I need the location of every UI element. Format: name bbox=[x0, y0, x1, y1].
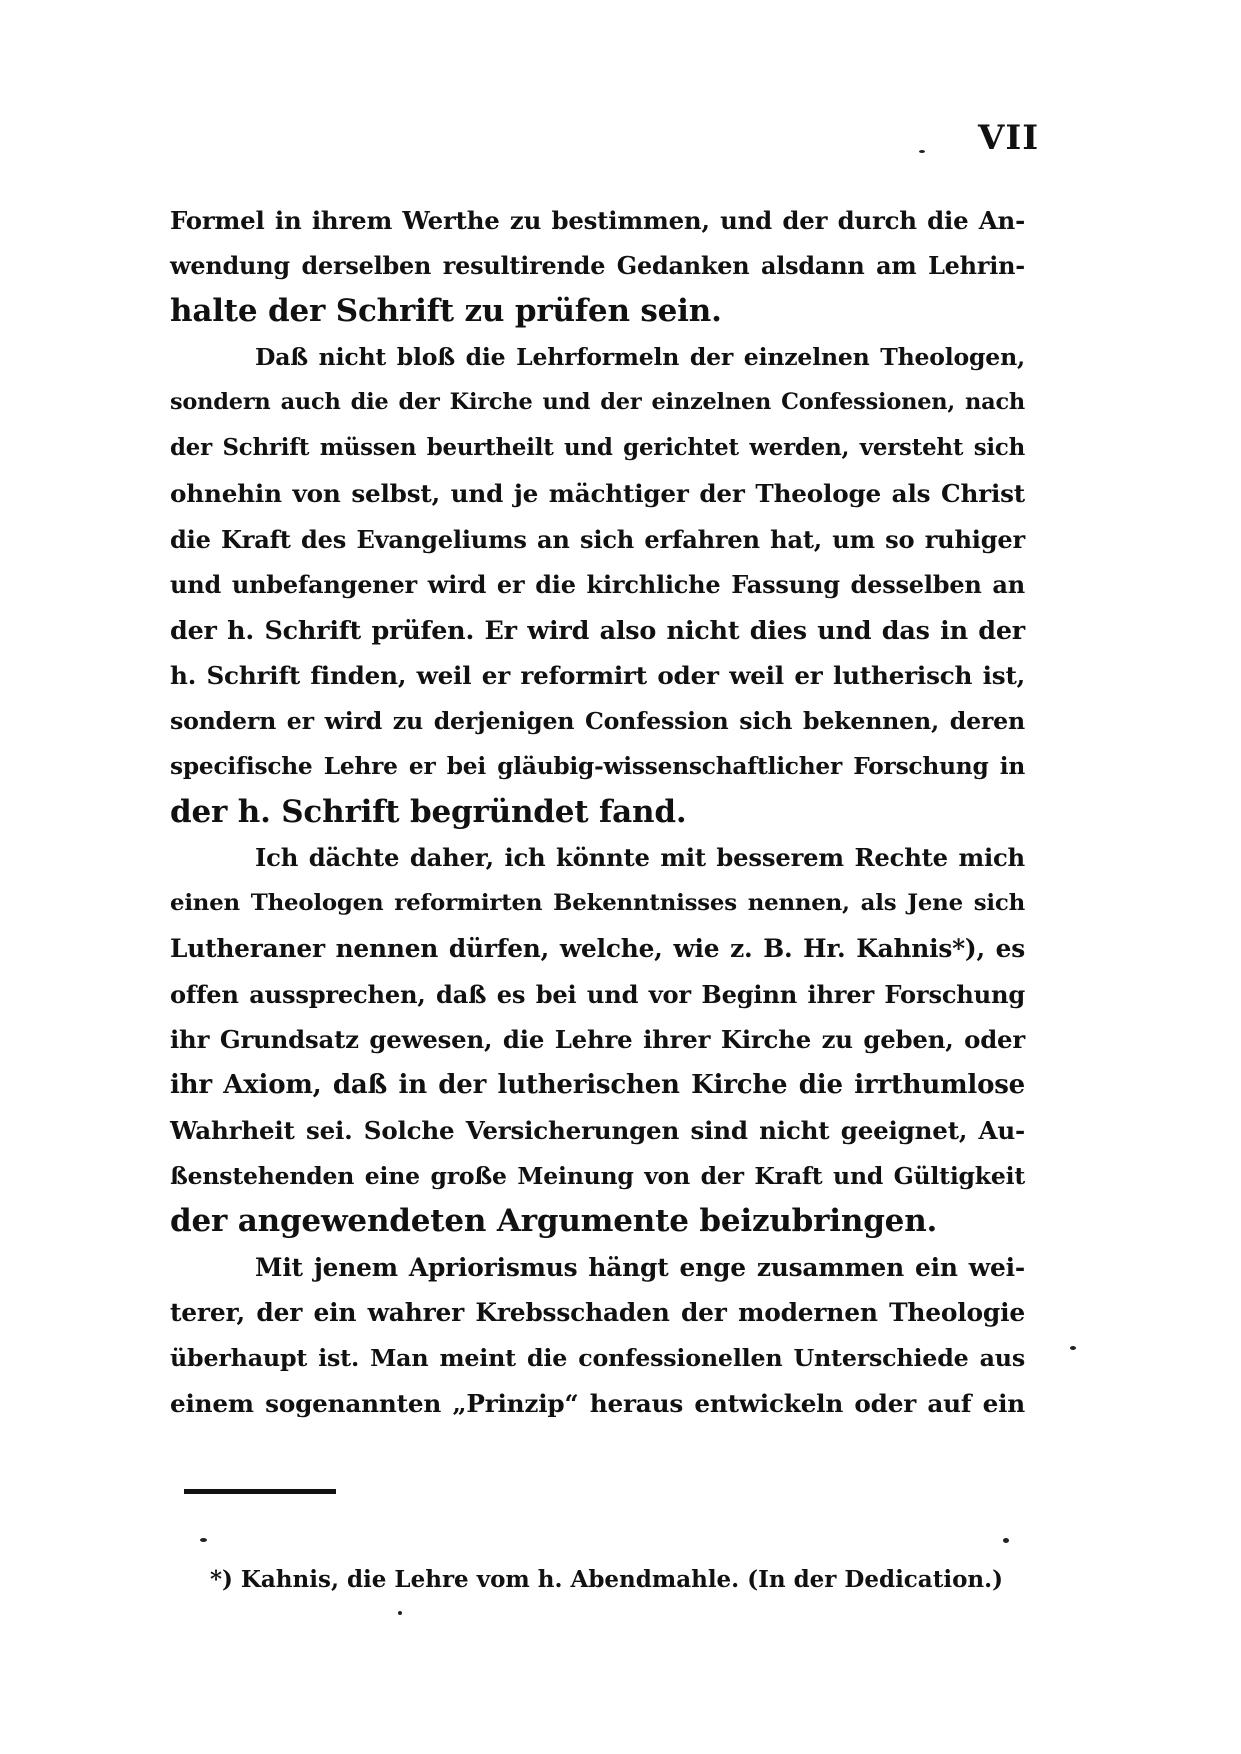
print-speck bbox=[398, 1611, 402, 1615]
text-line: Mit jenem Apriorismus hängt enge zusammen ein wei- bbox=[255, 1252, 1025, 1282]
text-line: Formel in ihrem Werthe zu bestimmen, und der durch die An- bbox=[170, 206, 1025, 235]
text-line: die Kraft des Evangeliums an sich erfahren hat, um so ruhiger bbox=[170, 524, 1025, 554]
text-line: sondern er wird zu derjenigen Confession sich bekennen, deren bbox=[170, 706, 1025, 735]
text-line: der h. Schrift begründet fand. bbox=[170, 793, 687, 830]
text-line: offen aussprechen, daß es bei und vor Beginn ihrer Forschung bbox=[170, 979, 1025, 1009]
text-line: und unbefangener wird er die kirchliche Fassung desselben an bbox=[170, 570, 1025, 599]
print-speck bbox=[200, 1538, 207, 1542]
text-line: ßenstehenden eine große Meinung von der Kraft und Gültigkeit bbox=[170, 1161, 1025, 1190]
text-line: wendung derselben resultirende Gedanken alsdann am Lehrin- bbox=[170, 251, 1025, 280]
text-line: der h. Schrift prüfen. Er wird also nicht dies und das in der bbox=[170, 614, 1025, 645]
text-line: terer, der ein wahrer Krebsschaden der modernen Theologie bbox=[170, 1298, 1025, 1327]
text-line: specifische Lehre er bei gläubig-wissenschaftlicher Forschung in bbox=[170, 753, 1025, 780]
text-line: h. Schrift finden, weil er reformirt oder weil er lutherisch ist, bbox=[170, 661, 1025, 690]
text-line: Lutheraner nennen dürfen, welche, wie z. B. Hr. Kahnis*), es bbox=[170, 934, 1025, 963]
text-line: Wahrheit sei. Solche Versicherungen sind nicht geeignet, Au- bbox=[170, 1116, 1025, 1145]
text-line: ihr Grundsatz gewesen, die Lehre ihrer Kirche zu geben, oder bbox=[170, 1025, 1025, 1054]
text-line: ihr Axiom, daß in der lutherischen Kirche die irrthumlose bbox=[170, 1069, 1025, 1100]
text-line: sondern auch die der Kirche und der einzelnen Confessionen, nach bbox=[170, 389, 1025, 415]
footnote: *) Kahnis, die Lehre vom h. Abendmahle. (In der Dedication.) bbox=[210, 1566, 1004, 1593]
text-line: der Schrift müssen beurtheilt und gerichtet werden, versteht sich bbox=[170, 434, 1025, 461]
print-speck bbox=[919, 150, 925, 153]
text-line: der angewendeten Argumente beizubringen. bbox=[170, 1203, 938, 1239]
page-number: VII bbox=[978, 118, 1040, 158]
print-speck bbox=[1003, 1538, 1009, 1543]
print-speck bbox=[1070, 1346, 1076, 1350]
text-line: überhaupt ist. Man meint die confessionellen Unterschiede aus bbox=[170, 1343, 1025, 1372]
footnote-divider bbox=[184, 1489, 336, 1494]
text-line: Ich dächte daher, ich könnte mit besserem Rechte mich bbox=[255, 843, 1025, 872]
text-line: einem sogenannten „Prinzip“ heraus entwickeln oder auf ein bbox=[170, 1389, 1025, 1418]
text-line: Daß nicht bloß die Lehrformeln der einzelnen Theologen, bbox=[255, 342, 1025, 371]
text-line: ohnehin von selbst, und je mächtiger der Theologe als Christ bbox=[170, 479, 1025, 508]
text-line: halte der Schrift zu prüfen sein. bbox=[170, 293, 722, 329]
body-text bbox=[170, 198, 1025, 1427]
text-line: einen Theologen reformirten Bekenntnisses nennen, als Jene sich bbox=[170, 889, 1025, 916]
